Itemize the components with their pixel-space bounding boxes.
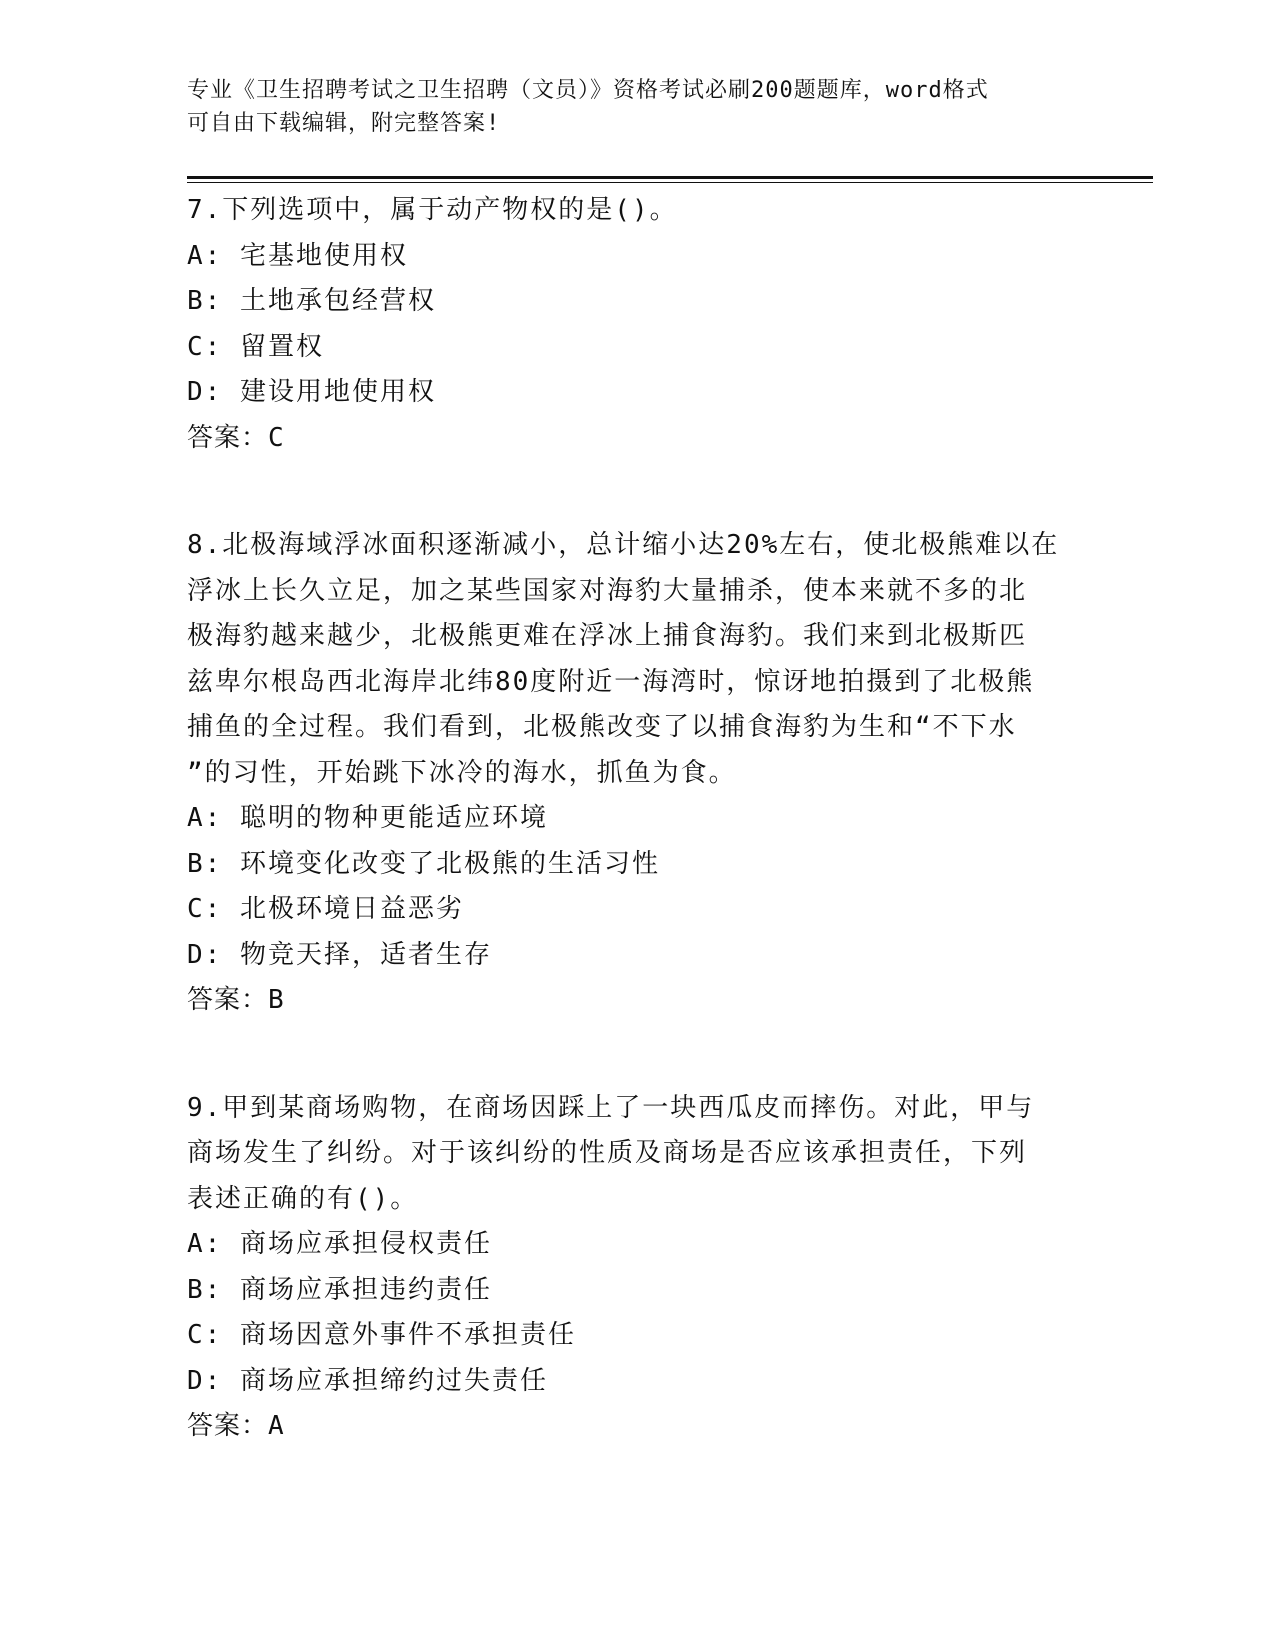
option-c: C: 商场因意外事件不承担责任	[187, 1320, 576, 1350]
question-list	[187, 188, 1087, 1450]
question-spacer	[187, 1024, 1087, 1086]
question-spacer	[187, 461, 1087, 523]
option-a: A: 商场应承担侵权责任	[187, 1229, 492, 1259]
answer-line	[187, 1404, 1087, 1450]
option-b: B: 环境变化改变了北极熊的生活习性	[187, 848, 660, 879]
option-a: A: 宅基地使用权	[187, 240, 408, 271]
question-7	[187, 188, 1087, 461]
question-9	[187, 1086, 1087, 1450]
header-line-1: 专业《卫生招聘考试之卫生招聘（文员）》资格考试必刷200题题库，word格式	[187, 78, 989, 103]
question-text-line: 9.甲到某商场购物，在商场因踩上了一块西瓜皮而摔伤。对此，甲与	[187, 1092, 1035, 1123]
answer-label: 答案：	[187, 1411, 269, 1441]
question-text-line: 浮冰上长久立足，加之某些国家对海豹大量捕杀，使本来就不多的北	[187, 575, 1028, 606]
answer-line	[187, 416, 1087, 462]
header-rule-thin	[187, 182, 1153, 183]
answer-label: 答案：	[187, 422, 269, 453]
answer-value: A	[268, 1411, 285, 1441]
option-d: D: 建设用地使用权	[187, 377, 436, 407]
document-header	[187, 74, 1067, 140]
answer-value: B	[268, 985, 285, 1015]
answer-value: C	[268, 422, 285, 453]
option-a: A: 聪明的物种更能适应环境	[187, 803, 548, 833]
option-c: C: 北极环境日益恶劣	[187, 894, 464, 924]
option-b: B: 土地承包经营权	[187, 286, 436, 316]
question-8	[187, 523, 1087, 1024]
option-b: B: 商场应承担违约责任	[187, 1274, 492, 1305]
answer-line	[187, 978, 1087, 1024]
question-text-line: 7.下列选项中，属于动产物权的是()。	[187, 195, 678, 225]
header-rule-thick	[187, 176, 1153, 179]
question-text-line: 捕鱼的全过程。我们看到，北极熊改变了以捕食海豹为生和“不下水	[187, 712, 1017, 742]
question-text-line: 兹卑尔根岛西北海岸北纬80度附近一海湾时，惊讶地拍摄到了北极熊	[187, 666, 1035, 697]
question-text-line: 商场发生了纠纷。对于该纠纷的性质及商场是否应该承担责任，下列	[187, 1138, 1028, 1168]
answer-label: 答案：	[187, 985, 269, 1015]
option-c: C: 留置权	[187, 331, 324, 362]
question-text-line: 极海豹越来越少，北极熊更难在浮冰上捕食海豹。我们来到北极斯匹	[187, 621, 1028, 651]
option-d: D: 物竞天择，适者生存	[187, 939, 492, 970]
question-text-line: 表述正确的有()。	[187, 1183, 419, 1214]
question-text-line: ”的习性，开始跳下冰冷的海水，抓鱼为食。	[187, 757, 737, 788]
option-d: D: 商场应承担缔约过失责任	[187, 1365, 548, 1396]
question-text-line: 8.北极海域浮冰面积逐渐减小，总计缩小达20%左右，使北极熊难以在	[187, 530, 1060, 560]
header-line-2: 可自由下载编辑，附完整答案!	[187, 111, 501, 136]
